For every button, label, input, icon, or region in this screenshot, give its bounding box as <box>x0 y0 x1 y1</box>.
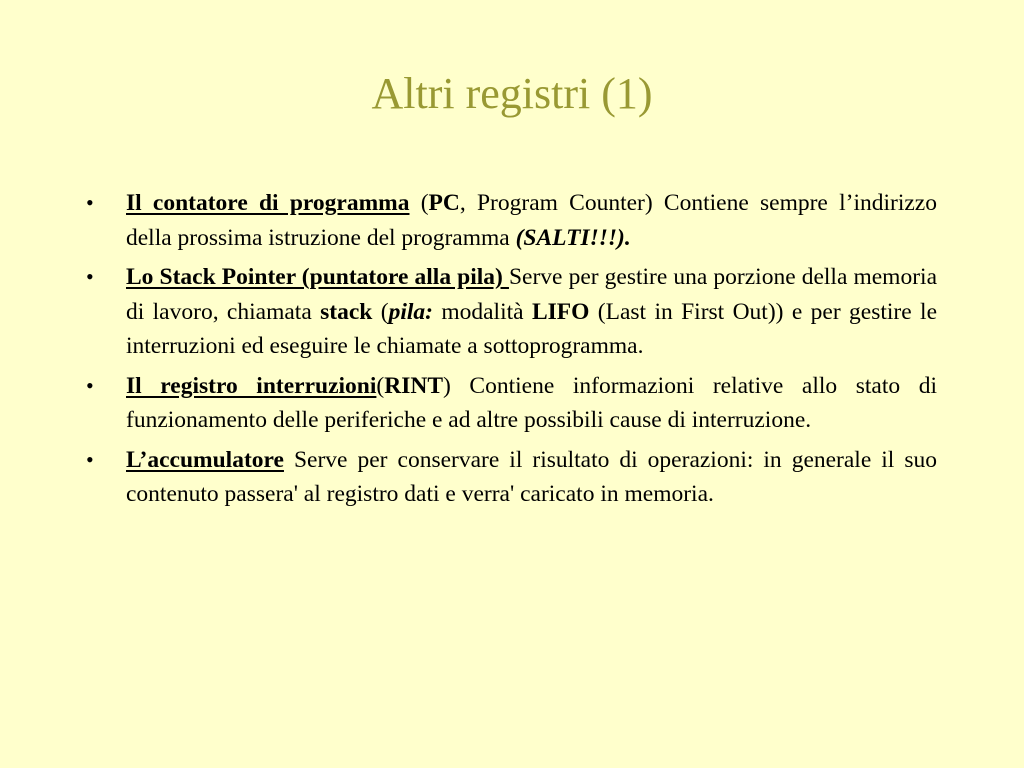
emphasis-salti: (SALTI!!!). <box>515 224 631 251</box>
bullet-item-stack-pointer <box>82 260 937 364</box>
slide-title: Altri registri (1) <box>371 69 653 118</box>
term-interrupt-register: Il registro interruzioni <box>126 372 377 399</box>
bullet-text: (Last in First Out)) e per gestire le interruzioni ed eseguire le chiamate a sottoprogramma. <box>126 298 937 359</box>
bullet-item-interrupt-register <box>82 369 937 438</box>
bullet-text: ( <box>376 372 385 399</box>
bullet-item-accumulator <box>82 443 937 512</box>
bullet-text: ( <box>372 298 389 325</box>
bullet-item-program-counter <box>82 186 937 255</box>
keyword-pila: pila: <box>388 298 433 325</box>
bullet-text: , Program Counter) Contiene sempre l’indirizzo della prossima istruzione del programma <box>126 190 937 251</box>
bullet-icon: • <box>86 264 94 289</box>
bullet-text: ( <box>409 190 429 216</box>
bullet-text: Serve per conservare il risultato di operazioni: in generale il suo contenuto passera' al registro dati e verra' caricato in memoria. <box>126 446 937 507</box>
bullet-list <box>82 186 937 517</box>
term-accumulator: L’accumulatore <box>126 446 284 473</box>
keyword-lifo: LIFO <box>531 298 590 325</box>
bullet-icon: • <box>86 372 94 398</box>
keyword-stack: stack <box>320 298 373 325</box>
bullet-text: modalità <box>432 298 532 325</box>
bullet-icon: • <box>86 190 94 215</box>
bullet-text: Serve per gestire una porzione della memoria di lavoro, chiamata <box>126 264 937 325</box>
term-program-counter: Il contatore di programma <box>126 190 410 216</box>
term-stack-pointer: Lo Stack Pointer (puntatore alla pila) <box>126 264 509 290</box>
abbr-pc: PC <box>428 190 460 216</box>
bullet-icon: • <box>86 446 94 472</box>
bullet-text: ) Contiene informazioni relative allo stato di funzionamento delle periferiche e ad altre possibili cause di interruzione. <box>126 372 937 433</box>
abbr-rint: RINT <box>384 372 443 399</box>
